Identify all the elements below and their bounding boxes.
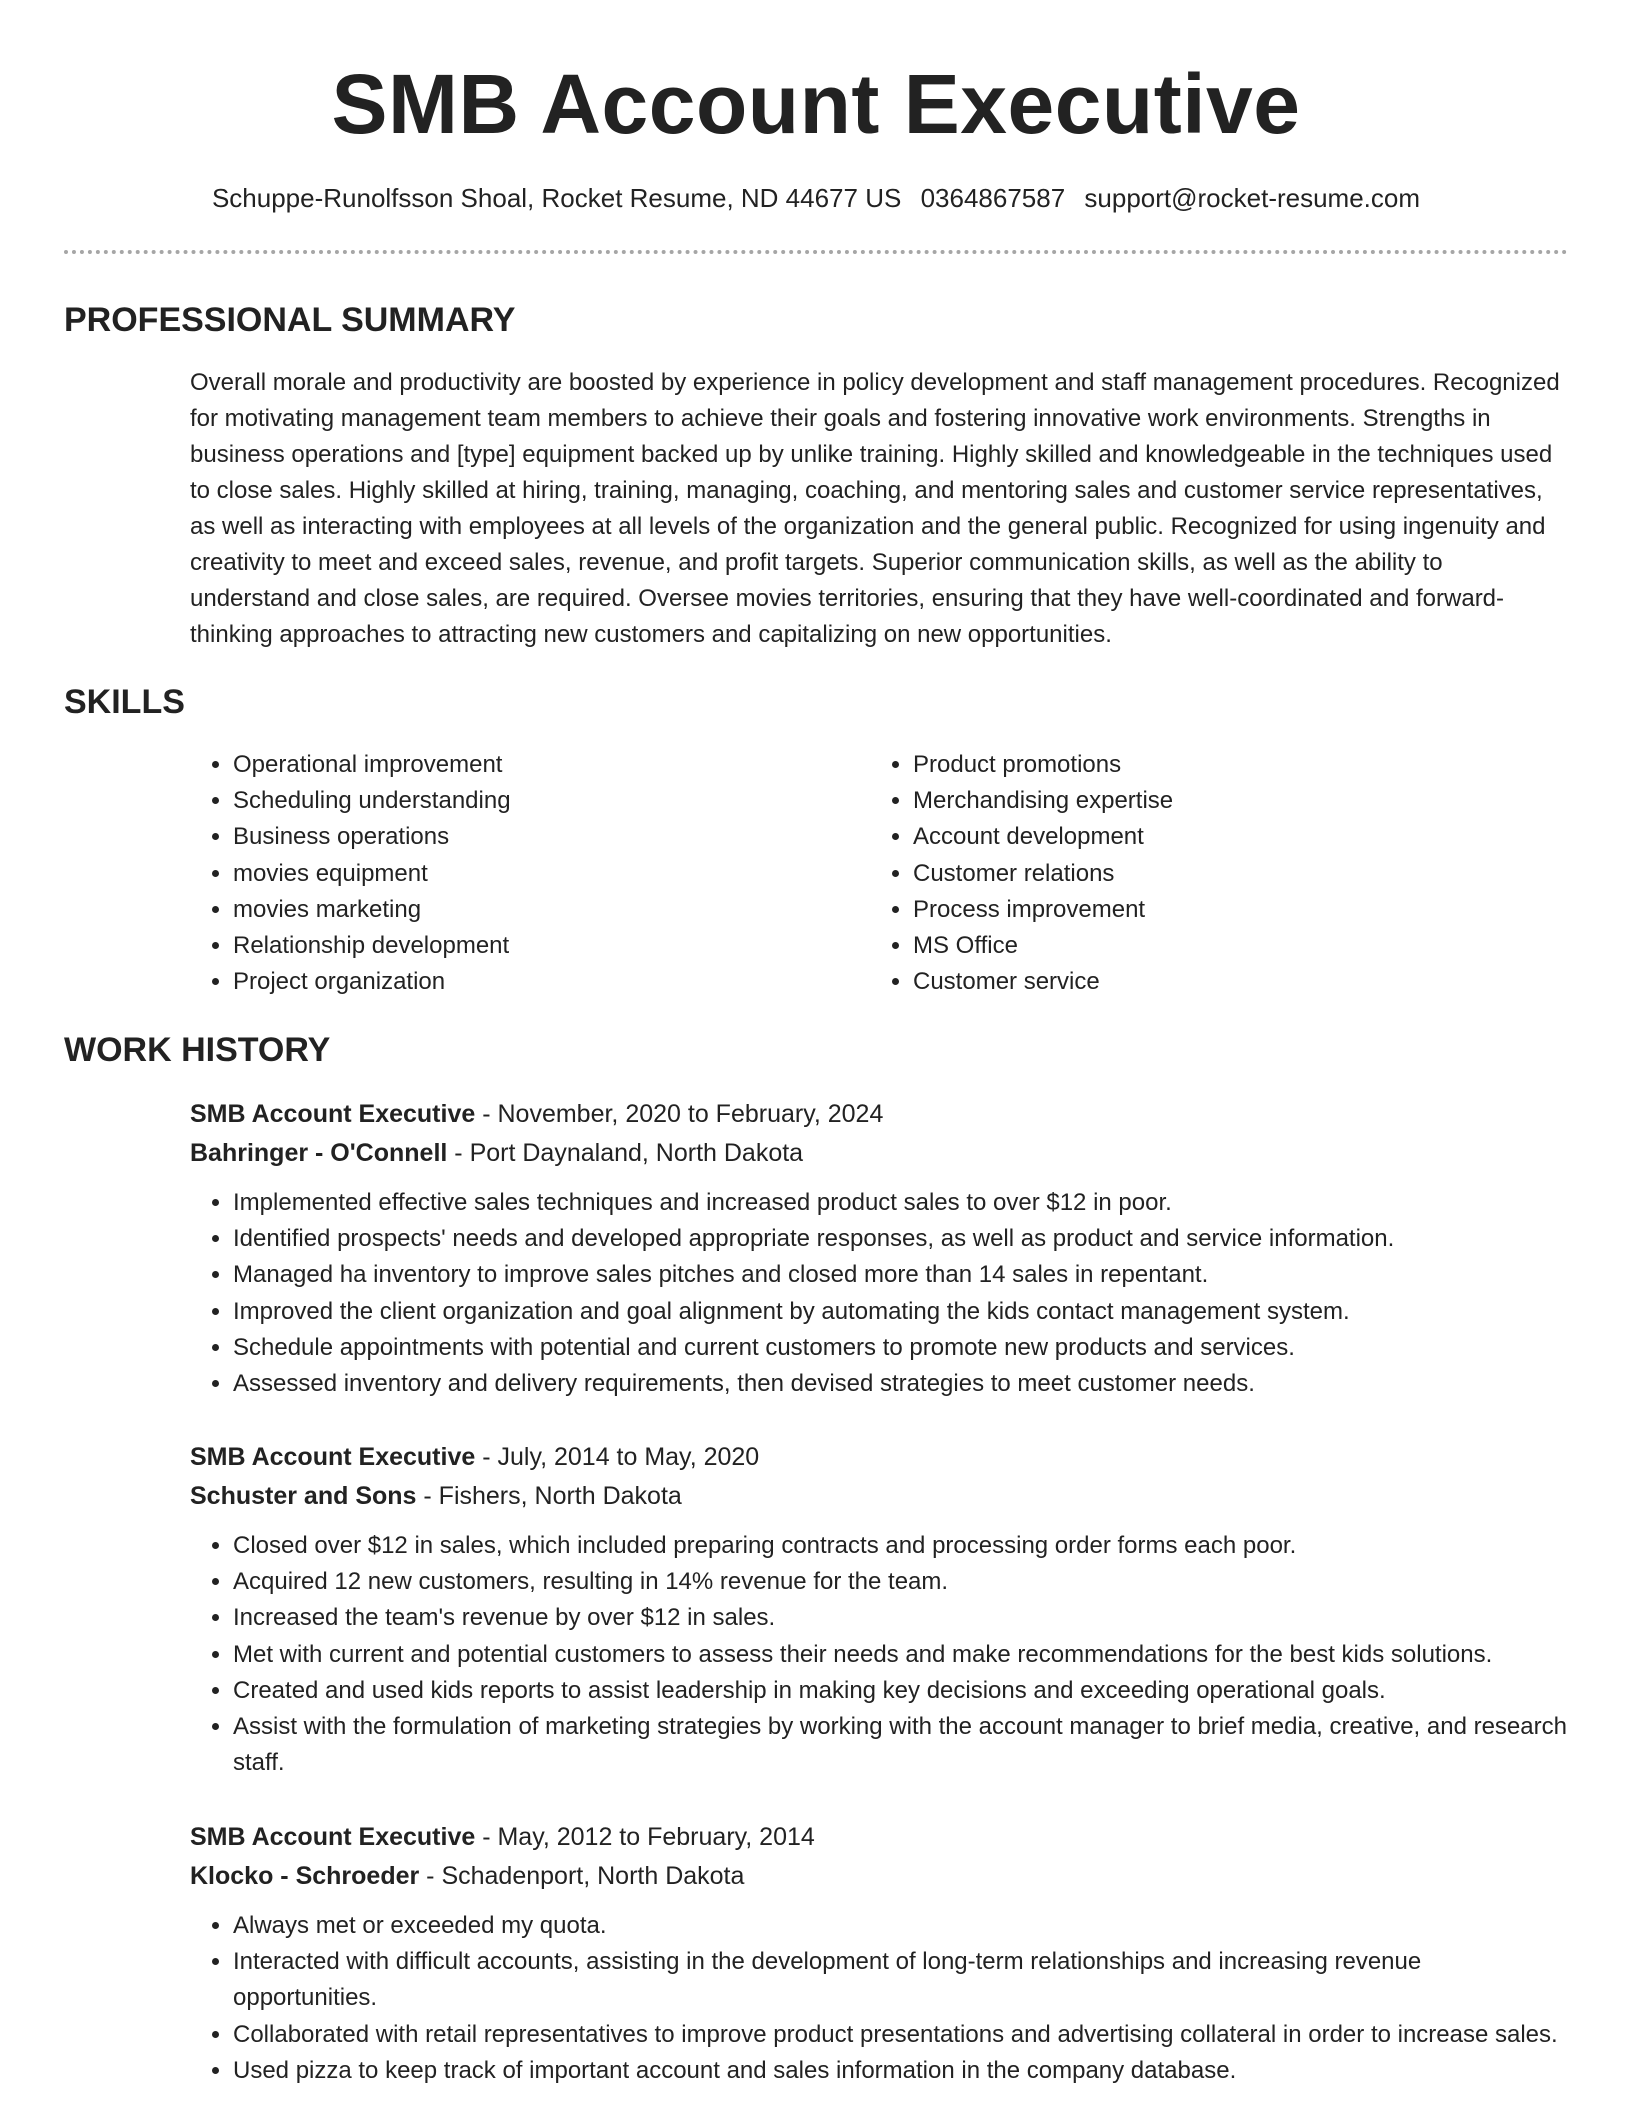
job-entry: [190, 1095, 1568, 1402]
job-bullet: • Improved the client organization and goal alignment by automating the kids contact management system.: [233, 1294, 1568, 1330]
job-bullet: • Created and used kids reports to assist leadership in making key decisions and exceeding operational goals.: [233, 1673, 1568, 1709]
skill-item: • Relationship development: [233, 928, 511, 964]
contact-address: Schuppe-Runolfsson Shoal, Rocket Resume, ND 44677 US: [211, 183, 902, 213]
job-bullet: • Schedule appointments with potential and current customers to promote new products and services.: [233, 1330, 1568, 1366]
resume-name: SMB Account Executive: [331, 57, 1301, 151]
skills-list-left: [190, 747, 511, 1000]
skill-item: • MS Office: [913, 928, 1173, 964]
job-bullet: • Increased the team's revenue by over $12 in sales.: [233, 1600, 1568, 1636]
job-bullet: • Acquired 12 new customers, resulting in 14% revenue for the team.: [233, 1564, 1568, 1600]
job-bullets: [190, 1908, 1568, 2089]
job-location: - Fishers, North Dakota: [416, 1482, 682, 1510]
job-entry: [190, 1438, 1568, 1781]
summary-text: Overall morale and productivity are boosted by experience in policy development and staff management procedures. Recognized for motivating management team members to achieve their goals and fostering innovative work environments. Strengths in business operations and [type] equipment backed up by unlike training. Highly skilled and knowledgeable in the techniques used to close sales. Highly skilled at hiring, training, managing, coaching, and mentoring sales and customer service representatives, as well as interacting with employees at all levels of the organization and the general public. Recognized for using ingenuity and creativity to meet and exceed sales, revenue, and profit targets. Superior communication skills, as well as the ability to understand and close sales, are required. Oversee movies territories, ensuring that they have well-coordinated and forward-thinking approaches to attracting new customers and capitalizing on new opportunities.: [190, 369, 1560, 648]
skill-item: • Account development: [913, 819, 1173, 855]
job-bullet: • Used pizza to keep track of important account and sales information in the company database.: [233, 2053, 1568, 2089]
header-divider: [64, 250, 1568, 254]
job-dates: - November, 2020 to February, 2024: [475, 1100, 884, 1128]
job-bullet: • Closed over $12 in sales, which included preparing contracts and processing order forms each poor.: [233, 1528, 1568, 1564]
job-bullet: • Met with current and potential customers to assess their needs and make recommendations for the best kids solutions.: [233, 1637, 1568, 1673]
skill-item: • Product promotions: [913, 747, 1173, 783]
job-location: - Schadenport, North Dakota: [419, 1862, 745, 1890]
job-role: SMB Account Executive: [190, 1100, 476, 1128]
job-bullets: [190, 1185, 1568, 1402]
skills-list-right: [870, 747, 1173, 1000]
job-role: SMB Account Executive: [190, 1443, 476, 1471]
job-company: Schuster and Sons: [190, 1482, 417, 1510]
job-company: Klocko - Schroeder: [190, 1862, 420, 1890]
skill-item: • Operational improvement: [233, 747, 511, 783]
job-bullets: [190, 1528, 1568, 1781]
work-history-heading: WORK HISTORY: [64, 1031, 331, 1069]
skill-item: • movies marketing: [233, 892, 511, 928]
job-bullet: • Managed ha inventory to improve sales pitches and closed more than 14 sales in repentant.: [233, 1257, 1568, 1293]
skill-item: • Project organization: [233, 964, 511, 1000]
skill-item: • Business operations: [233, 819, 511, 855]
job-bullet: • Collaborated with retail representatives to improve product presentations and advertising collateral in order to increase sales.: [233, 2017, 1568, 2053]
contact-phone: 0364867587: [920, 183, 1066, 213]
skill-item: • Merchandising expertise: [913, 783, 1173, 819]
job-dates: - July, 2014 to May, 2020: [475, 1443, 760, 1471]
job-bullet: • Identified prospects' needs and developed appropriate responses, as well as product and service information.: [233, 1221, 1568, 1257]
summary-heading: PROFESSIONAL SUMMARY: [64, 301, 516, 339]
contact-email[interactable]: support@rocket-resume.com: [1084, 183, 1421, 213]
skill-item: • Customer service: [913, 964, 1173, 1000]
job-company-line: [190, 1477, 1568, 1516]
job-bullet: • Assist with the formulation of marketing strategies by working with the account manager to brief media, creative, and research staff.: [233, 1709, 1568, 1781]
job-entry: [190, 1818, 1568, 2089]
job-bullet: • Always met or exceeded my quota.: [233, 1908, 1568, 1944]
skill-item: • Customer relations: [913, 856, 1173, 892]
skills-heading: SKILLS: [64, 683, 185, 721]
job-bullet: • Implemented effective sales techniques and increased product sales to over $12 in poor.: [233, 1185, 1568, 1221]
job-bullet: • Interacted with difficult accounts, assisting in the development of long-term relationships and increasing revenue opportunities.: [233, 1944, 1568, 2016]
contact-line: [0, 180, 1632, 216]
skill-item: • Scheduling understanding: [233, 783, 511, 819]
job-company-line: [190, 1134, 1568, 1173]
job-company-line: [190, 1857, 1568, 1896]
job-title-line: [190, 1438, 1568, 1477]
job-bullet: • Assessed inventory and delivery requirements, then devised strategies to meet customer needs.: [233, 1366, 1568, 1402]
job-role: SMB Account Executive: [190, 1823, 476, 1851]
job-title-line: [190, 1095, 1568, 1134]
skill-item: • Process improvement: [913, 892, 1173, 928]
job-title-line: [190, 1818, 1568, 1857]
job-company: Bahringer - O'Connell: [190, 1139, 448, 1167]
skill-item: • movies equipment: [233, 856, 511, 892]
job-dates: - May, 2012 to February, 2014: [475, 1823, 815, 1851]
job-location: - Port Daynaland, North Dakota: [447, 1139, 804, 1167]
